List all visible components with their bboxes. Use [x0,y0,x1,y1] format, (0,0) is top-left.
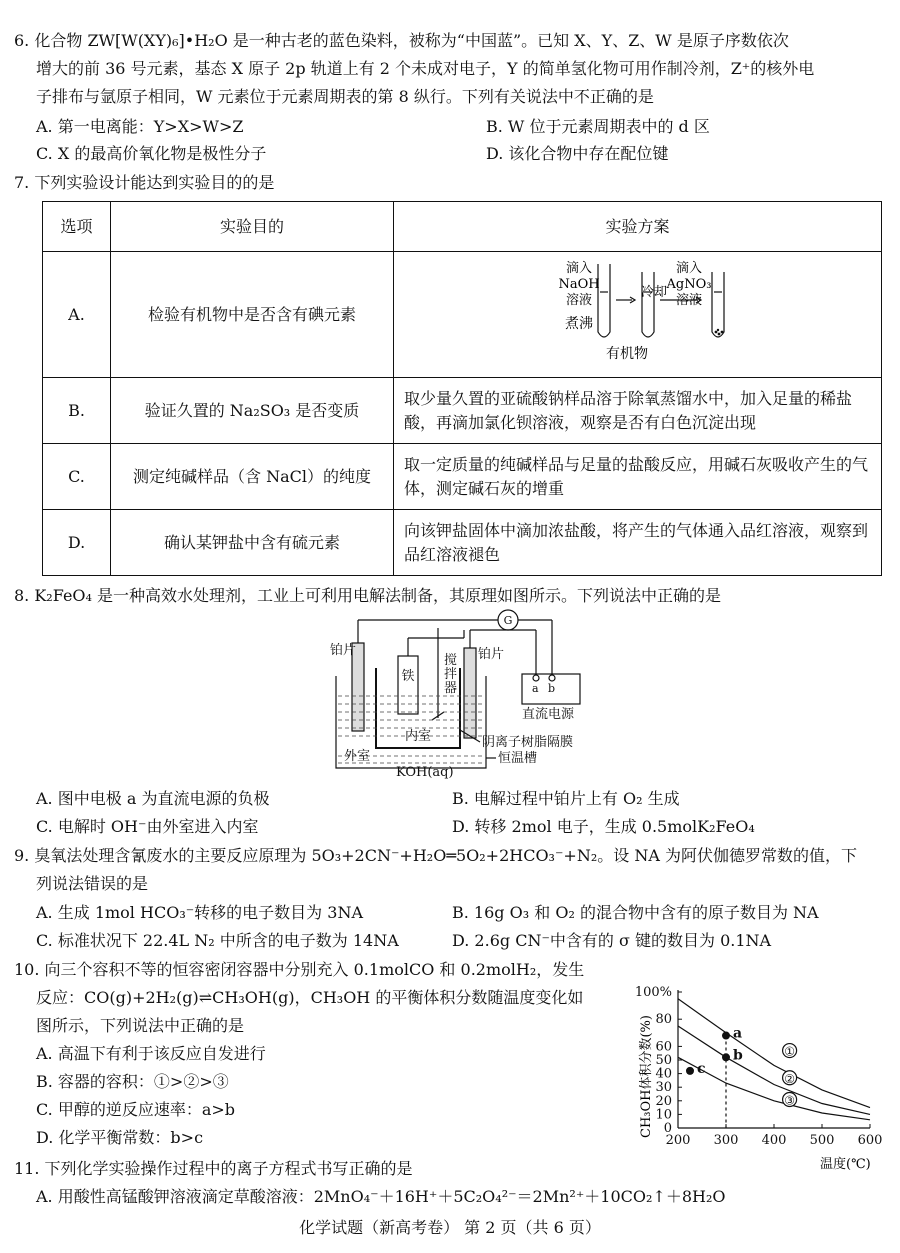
row-option: B. [43,378,111,444]
platinum-left-label: 铂片 [330,643,357,658]
y-tick-label: 50 [655,1053,672,1068]
left-label-3: 溶液 [565,293,593,308]
series-line-1 [678,999,870,1108]
q8-stem: 8. K₂FeO₄ 是一种高效水处理剂，工业上可利用电解法制备，其原理如图所示。下列说法中正确的是 [14,586,722,605]
q9-option-c: C. 标准状况下 22.4L N₂ 中所含的电子数为 14NA [36,931,399,950]
series-label: ① [784,1044,795,1059]
stirrer-label-3: 器 [444,681,458,696]
q6-option-a: A. 第一电离能：Y>X>W>Z [36,117,244,136]
platinum-right-label: 铂片 [478,647,505,662]
q10-line-3: 图所示，下列说法中正确的是 [36,1016,245,1035]
row-plan: 向该钾盐固体中滴加浓盐酸，将产生的气体通入品红溶液，观察到品红溶液褪色 [394,510,882,576]
point-a [722,1032,730,1040]
x-tick-label: 200 [665,1133,691,1148]
q6-line-1: 6. 化合物 ZW[W(XY)₆]•H₂O 是一种古老的蓝色染料，被称为“中国蓝”。已知 X、Y、Z、W 是原子序数依次 [14,31,789,50]
q10-option-a: A. 高温下有利于该反应自发进行 [36,1044,266,1063]
x-tick-label: 500 [809,1133,835,1148]
table-row [43,252,882,378]
row-plan-diagram [394,252,882,378]
x-axis-label: 温度(℃) [820,1157,871,1172]
experiment-table [42,201,882,576]
test-tube-1 [598,264,610,337]
y-tick-label: 80 [655,1012,672,1028]
y-tick-label: 40 [655,1066,672,1082]
q8-option-c: C. 电解时 OH⁻由外室进入内室 [36,817,259,836]
left-label-4: 煮沸 [565,316,593,332]
q6-option-d: D. 该化合物中存在配位键 [486,144,669,163]
series-label: ② [784,1071,795,1086]
q9-option-a: A. 生成 1mol HCO₃⁻转移的电子数目为 3NA [36,903,363,922]
point-b [722,1053,730,1061]
electrolysis-diagram [310,608,600,784]
row-option: A. [43,252,111,378]
table-header-row [43,202,882,252]
point-label-c: c [697,1060,706,1077]
table-row [43,444,882,510]
y-tick-label: 10 [655,1107,672,1123]
q6-line-2: 增大的前 36 号元素，基态 X 原子 2p 轨道上有 2 个未成对电子，Y 的简单氢化物可用作制冷剂，Z⁺的核外电 [36,59,815,78]
right-label-3: 溶液 [675,293,703,308]
row-plan: 取一定质量的纯碱样品与足量的盐酸反应，用碱石灰吸收产生的气体，测定碱石灰的增重 [394,444,882,510]
point-label-b: b [733,1047,743,1064]
q6-line-3: 子排布与氩原子相同，W 元素位于元素周期表的第 8 纵行。下列有关说法中不正确的是 [36,87,654,106]
test-tube-2 [642,272,654,337]
row-purpose: 检验有机物中是否含有碘元素 [111,252,394,378]
iodine-test-diagram [394,252,868,370]
q10-option-c: C. 甲醇的逆反应速率：a>b [36,1100,236,1119]
test-tube-3 [712,272,724,337]
q10-line-2: 反应：CO(g)+2H₂(g)⇌CH₃OH(g)，CH₃OH 的平衡体积分数随温度变化如 [36,988,584,1007]
y-tick-label: 0 [663,1121,672,1136]
q6-option-b: B. W 位于元素周期表中的 d 区 [486,117,710,136]
left-label-2: NaOH [558,277,600,292]
q7-stem: 7. 下列实验设计能达到实验目的的是 [14,173,275,192]
row-option: D. [43,510,111,576]
y-tick-label: 30 [655,1080,672,1096]
q10-option-d: D. 化学平衡常数：b>c [36,1128,204,1147]
q10-option-b: B. 容器的容积：①>②>③ [36,1072,229,1091]
galvanometer-label: G [503,614,513,627]
page-footer: 化学试题（新高考卷） 第 2 页（共 6 页） [299,1218,601,1237]
header-option: 选项 [43,202,111,252]
row-plan: 取少量久置的亚硫酸钠样品溶于除氧蒸馏水中，加入足量的稀盐酸，再滴加氯化钡溶液，观察是否有白色沉淀出现 [394,378,882,444]
q9-option-b: B. 16g O₃ 和 O₂ 的混合物中含有的原子数目为 NA [452,903,819,922]
x-tick-label: 300 [713,1133,739,1148]
stirrer-label-2: 拌 [444,667,458,682]
row-purpose: 测定纯碱样品（含 NaCl）的纯度 [111,444,394,510]
table-row [43,510,882,576]
q9-line-2: 列说法错误的是 [36,874,149,893]
bath-label: 恒温槽 [498,751,538,766]
terminal-b [549,675,555,681]
row-purpose: 确认某钾盐中含有硫元素 [111,510,394,576]
y-tick-label: 100% [634,985,672,1000]
series-label: ③ [784,1093,795,1108]
q11-stem: 11. 下列化学实验操作过程中的离子方程式书写正确的是 [14,1159,413,1178]
methanol-fraction-chart [620,978,890,1178]
outer-chamber-label: 外室 [344,749,371,764]
y-tick-label: 20 [655,1093,672,1109]
row-purpose: 验证久置的 Na₂SO₃ 是否变质 [111,378,394,444]
right-label-1: 滴入 [675,261,703,276]
q9-option-d: D. 2.6g CN⁻中含有的 σ 键的数目为 0.1NA [452,931,772,950]
platinum-plate-right [464,648,476,738]
q9-line-1: 9. 臭氧法处理含氰废水的主要反应原理为 5O₃+2CN⁻+H₂O═5O₂+2HCO₃⁻+N₂。设 NA 为阿伏伽德罗常数的值，下 [14,846,857,865]
y-tick-label: 60 [655,1039,672,1055]
iron-electrode [398,656,418,714]
left-label-1: 滴入 [565,261,593,276]
q8-option-a: A. 图中电极 a 为直流电源的负极 [36,789,270,808]
row-option: C. [43,444,111,510]
x-tick-label: 600 [857,1133,883,1148]
q11-option-a: A. 用酸性高锰酸钾溶液滴定草酸溶液：2MnO₄⁻＋16H⁺＋5C₂O₄²⁻＝2Mn²⁺＋10CO₂↑＋8H₂O [36,1187,726,1206]
q6-option-c: C. X 的最高价氧化物是极性分子 [36,144,267,163]
point-label-a: a [733,1025,743,1042]
stirrer-label-1: 搅 [444,653,458,668]
koh-label: KOH(aq) [396,765,454,780]
x-tick-label: 400 [761,1133,787,1148]
terminal-a-label: a [532,682,539,695]
membrane-label: 阴离子树脂隔膜 [482,735,574,750]
terminal-b-label: b [548,682,556,695]
header-plan: 实验方案 [394,202,882,252]
terminal-a [533,675,539,681]
right-label-2: AgNO₃ [666,277,712,292]
bottom-label: 有机物 [606,346,648,362]
y-axis-label: CH₃OH体积分数(%) [639,1015,654,1138]
inner-chamber-label: 内室 [404,729,432,744]
table-row [43,378,882,444]
q8-option-d: D. 转移 2mol 电子，生成 0.5molK₂FeO₄ [452,817,755,836]
series-line-3 [678,1057,870,1120]
q8-option-b: B. 电解过程中铂片上有 O₂ 生成 [452,789,680,808]
cool-label: 冷却 [640,285,668,300]
q10-line-1: 10. 向三个容积不等的恒容密闭容器中分别充入 0.1molCO 和 0.2molH₂，发生 [14,960,585,979]
header-purpose: 实验目的 [111,202,394,252]
point-c [686,1067,694,1075]
dc-power-label: 直流电源 [522,707,575,722]
iron-label: 铁 [401,669,415,684]
